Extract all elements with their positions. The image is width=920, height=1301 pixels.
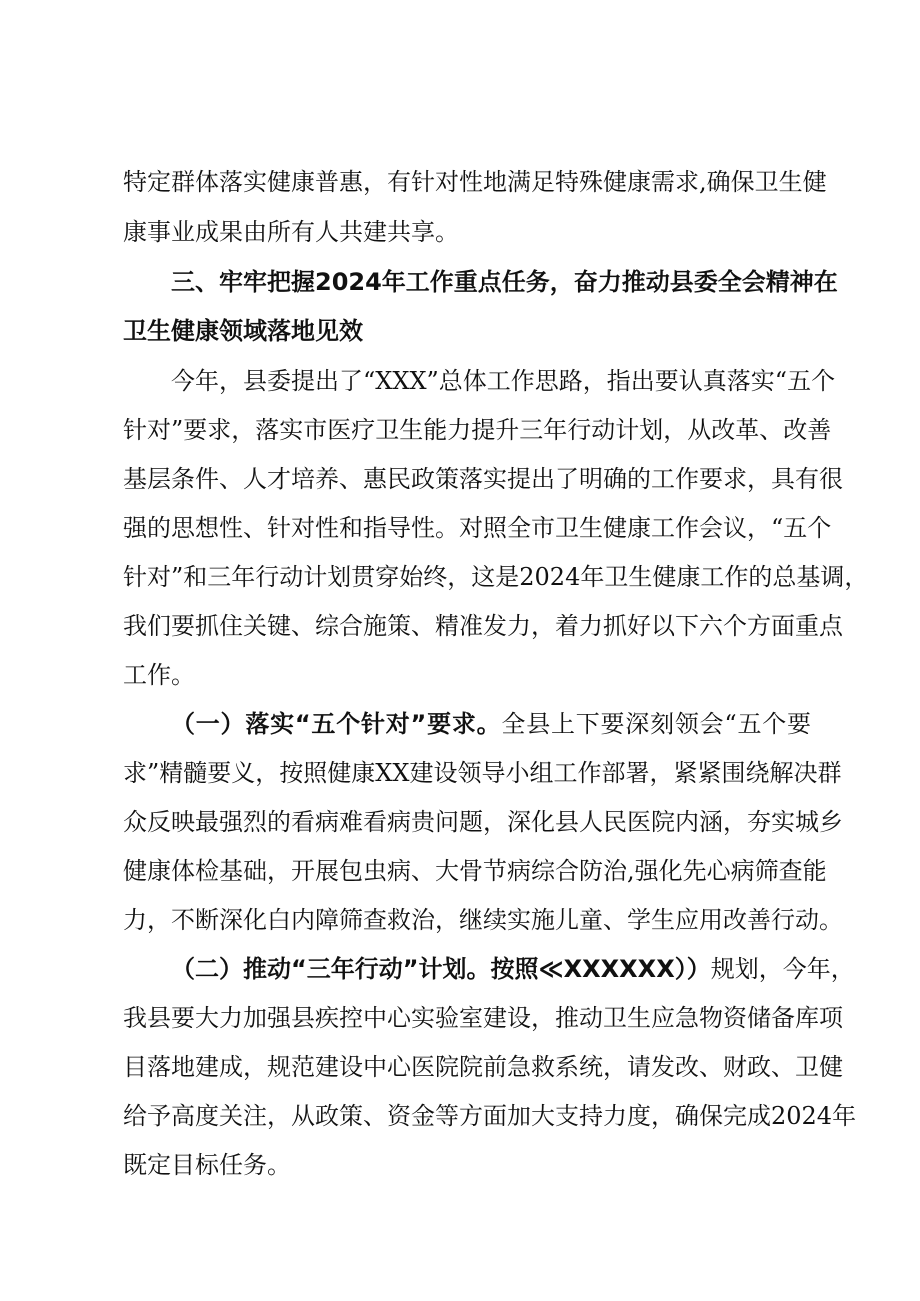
item-first-line: [171, 949, 855, 989]
paragraph-line: 我们要抓住关键、综合施策、精准发力，着力抓好以下六个方面重点: [123, 612, 843, 640]
paragraph-line: 康事业成果由所有人共建共享。: [123, 218, 459, 246]
paragraph-line: 目落地建成，规范建设中心医院院前急救系统，请发改、财政、卫健: [123, 1053, 843, 1081]
item-first-line: [171, 704, 811, 744]
paragraph-line: 特定群体落实健康普惠，有针对性地满足特殊健康需求,确保卫生健: [123, 168, 827, 196]
paragraph-line: 针对”要求，落实市医疗卫生能力提升三年行动计划，从改革、改善: [123, 416, 832, 444]
paragraph-line: 强的思想性、针对性和指导性。对照全市卫生健康工作会议，“五个: [123, 514, 832, 542]
paragraph-line: 健康体检基础，开展包虫病、大骨节病综合防治,强化先心病筛查能: [123, 857, 827, 885]
paragraph-line: 给予高度关注，从政策、资金等方面加大支持力度，确保完成2024年: [123, 1102, 857, 1130]
item-text: 全县上下要深刻领会“五个要: [501, 710, 812, 738]
paragraph-line: 针对”和三年行动计划贯穿始终，这是2024年卫生健康工作的总基调，: [123, 563, 869, 591]
item-text: 规划，今年，: [710, 955, 855, 983]
paragraph-line: 我县要大力加强县疾控中心实验室建设，推动卫生应急物资储备库项: [123, 1004, 843, 1032]
paragraph-line: 力，不断深化白内障筛查救治，继续实施儿童、学生应用改善行动。: [123, 906, 843, 934]
section-heading: 卫生健康领域落地见效: [123, 317, 363, 345]
paragraph-line: 今年，县委提出了“XXX”总体工作思路，指出要认真落实“五个: [171, 367, 836, 395]
paragraph-line: 工作。: [123, 661, 195, 689]
item-title: （一）落实“五个针对”要求。: [171, 710, 502, 738]
paragraph-line: 既定目标任务。: [123, 1151, 291, 1179]
section-heading: 三、牢牢把握2024年工作重点任务，奋力推动县委全会精神在: [171, 268, 838, 296]
paragraph-line: 基层条件、人才培养、惠民政策落实提出了明确的工作要求，具有很: [123, 465, 843, 493]
item-title: （二）推动“三年行动”计划。按照≪XXXXXX））: [171, 955, 711, 983]
paragraph-line: 求”精髓要义，按照健康XX建设领导小组工作部署，紧紧围绕解决群: [123, 759, 842, 787]
paragraph-line: 众反映最强烈的看病难看病贵问题，深化县人民医院内涵，夯实城乡: [123, 808, 843, 836]
